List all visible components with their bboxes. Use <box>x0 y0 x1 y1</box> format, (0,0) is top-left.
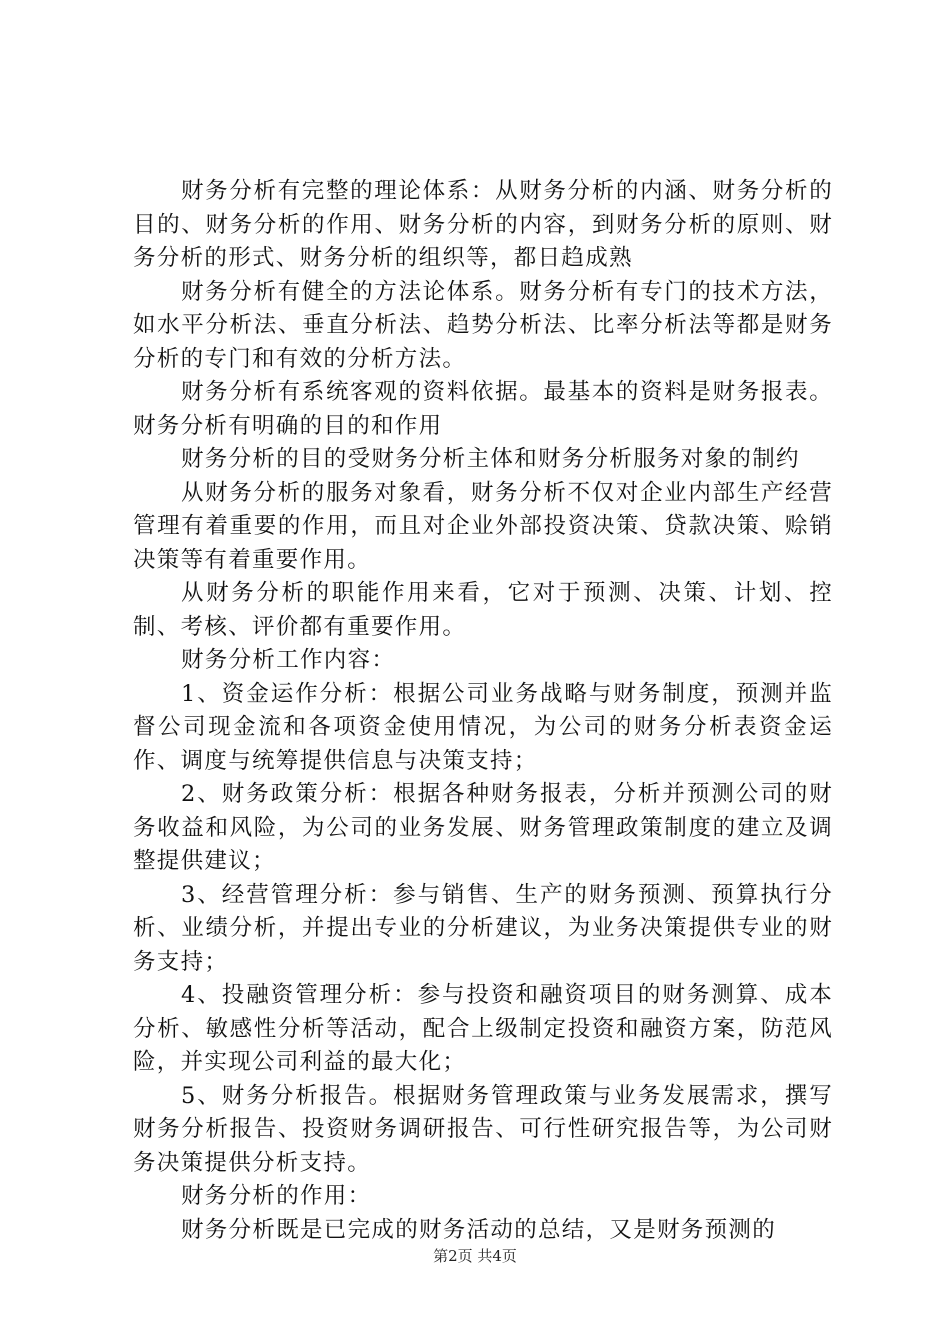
list-item-investment-financing: 4、投融资管理分析：参与投资和融资项目的财务测算、成本分析、敏感性分析等活动，配合上级制定投资和融资方案，防范风险，并实现公司利益的最大化； <box>133 982 833 1075</box>
list-item-financial-policy: 2、财务政策分析：根据各种财务报表，分析并预测公司的财务收益和风险，为公司的业务发展、财务管理政策制度的建立及调整提供建议； <box>133 781 833 874</box>
paragraph-data-basis: 财务分析有系统客观的资料依据。最基本的资料是财务报表。财务分析有明确的目的和作用 <box>133 379 833 439</box>
paragraph-work-content-heading: 财务分析工作内容： <box>181 647 396 673</box>
list-item-analysis-report: 5、财务分析报告。根据财务管理政策与业务发展需求，撰写财务分析报告、投资财务调研报告、可行性研究报告等，为公司财务决策提供分析支持。 <box>133 1082 833 1176</box>
paragraph-purpose-constraint: 财务分析的目的受财务分析主体和财务分析服务对象的制约 <box>181 446 800 472</box>
paragraph-functional-role: 从财务分析的职能作用来看，它对于预测、决策、计划、控制、考核、评价都有重要作用。 <box>133 580 833 640</box>
paragraph-role-summary: 财务分析既是已完成的财务活动的总结，又是财务预测的 <box>181 1216 777 1243</box>
page-number-footer: 第2页 共4页 <box>433 1247 517 1265</box>
paragraph-service-objects: 从财务分析的服务对象看，财务分析不仅对企业内部生产经营管理有着重要的作用，而且对企业外部投资决策、贷款决策、赊销决策等有着重要作用。 <box>133 479 833 573</box>
document-body <box>133 175 833 1247</box>
paragraph-theory-system: 财务分析有完整的理论体系：从财务分析的内涵、财务分析的目的、财务分析的作用、财务分析的内容，到财务分析的原则、财务分析的形式、财务分析的组织等，都日趋成熟 <box>133 178 833 271</box>
paragraph-methodology: 财务分析有健全的方法论体系。财务分析有专门的技术方法，如水平分析法、垂直分析法、趋势分析法、比率分析法等都是财务分析的专门和有效的分析方法。 <box>133 278 833 372</box>
paragraph-role-heading: 财务分析的作用： <box>181 1183 372 1209</box>
list-item-fund-operation: 1、资金运作分析：根据公司业务战略与财务制度，预测并监督公司现金流和各项资金使用情况，为公司的财务分析表资金运作、调度与统筹提供信息与决策支持； <box>133 680 833 774</box>
list-item-operations-management: 3、经营管理分析：参与销售、生产的财务预测、预算执行分析、业绩分析，并提出专业的分析建议，为业务决策提供专业的财务支持； <box>133 881 833 975</box>
